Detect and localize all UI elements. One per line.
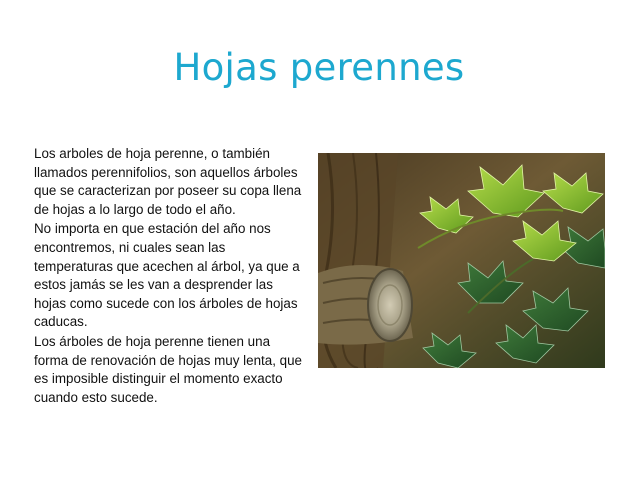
slide-title: Hojas perennes (173, 46, 465, 89)
ivy-photo (318, 153, 605, 368)
ivy-illustration (318, 153, 605, 368)
paragraph-3: Los árboles de hoja perenne tienen una forma de renovación de hojas muy lenta, que es imposible distinguir el momento exacto cuando esto sucede. (34, 333, 302, 405)
paragraph-1: Los arboles de hoja perenne, o también llamados perennifolios, son aquellos árboles que se caracterizan por poseer su copa llena de hojas a lo largo de todo el año. (34, 146, 302, 217)
slide-body (34, 145, 304, 408)
paragraph-2: No importa en que estación del año nos encontremos, ni cuales sean las temperaturas que acechen al árbol, ya que a estos jamás se les van a desprender las hojas como sucede con los árboles de hojas caducas. (34, 221, 300, 330)
